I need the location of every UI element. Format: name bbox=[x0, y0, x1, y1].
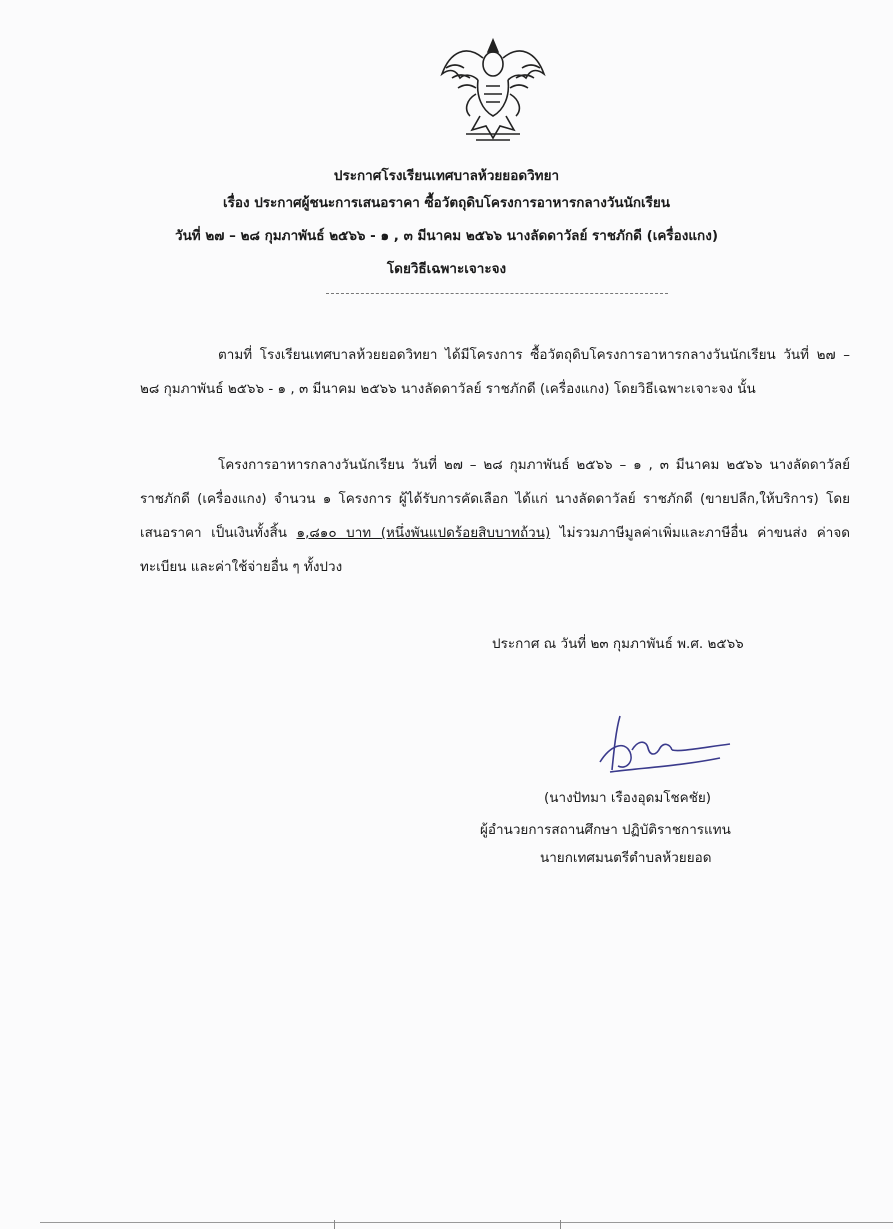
scan-mark bbox=[560, 1220, 561, 1229]
paragraph-2-text-a: โครงการอาหารกลางวันนักเรียน วันที่ ๒๗ – ๒๘ กุมภาพันธ์ ๒๕๖๖ – ๑ , ๓ มีนาคม ๒๕๖๖ นางลัดดาวัลย์ ราชภักดี (เครื่องแกง) จำนวน ๑ โครงการ ผู้ได้รับการคัดเลือก ได้แก่ นางลัดดาวัลย์ ราชภักดี (ขายปลีก,ให้บริการ) โดยเสนอราคา เป็นเงินทั้งสิ้น bbox=[140, 457, 850, 541]
signature-icon bbox=[590, 710, 740, 780]
paragraph-1 bbox=[140, 338, 850, 406]
signer-position-2: นายกเทศมนตรีตำบลห้วยยอด bbox=[540, 850, 712, 866]
document-method: โดยวิธีเฉพาะเจาะจง bbox=[386, 261, 507, 277]
paragraph-2 bbox=[140, 448, 850, 584]
signer-position: ผู้อำนวยการสถานศึกษา ปฏิบัติราชการแทน bbox=[480, 822, 731, 838]
document-title: ประกาศโรงเรียนเทศบาลห้วยยอดวิทยา bbox=[333, 168, 560, 184]
price-amount: ๑,๘๑๐ บาท (หนึ่งพันแปดร้อยสิบบาทถ้วน) bbox=[296, 525, 551, 541]
announce-date: ประกาศ ณ วันที่ ๒๓ กุมภาพันธ์ พ.ศ. ๒๕๖๖ bbox=[492, 636, 744, 652]
scan-mark bbox=[334, 1220, 335, 1229]
header-divider bbox=[326, 293, 668, 294]
paragraph-2-text-b: ไม่รวมภาษีมูลค่าเพิ่มและภาษีอื่น ค่าขนส่ง ค่าจดทะเบียน และค่าใช้จ่ายอื่น ๆ ทั้งปวง bbox=[140, 525, 850, 575]
paragraph-1-text: ตามที่ โรงเรียนเทศบาลห้วยยอดวิทยา ได้มีโครงการ ซื้อวัตถุดิบโครงการอาหารกลางวันนักเรียน วันที่ ๒๗ – ๒๘ กุมภาพันธ์ ๒๕๖๖ - ๑ , ๓ มีนาคม ๒๕๖๖ นางลัดดาวัลย์ ราชภักดี (เครื่องแกง) โดยวิธีเฉพาะเจาะจง นั้น bbox=[140, 347, 850, 397]
signer-name: (นางปัทมา เรืองอุดมโชคชัย) bbox=[544, 790, 712, 806]
document-date-line: วันที่ ๒๗ – ๒๘ กุมภาพันธ์ ๒๕๖๖ - ๑ , ๓ มีนาคม ๒๕๖๖ นางลัดดาวัลย์ ราชภักดี (เครื่องแกง) bbox=[174, 228, 718, 244]
page-bottom-edge bbox=[40, 1222, 893, 1223]
garuda-emblem-icon bbox=[436, 34, 550, 146]
document-subject: เรื่อง ประกาศผู้ชนะการเสนอราคา ซื้อวัตถุดิบโครงการอาหารกลางวันนักเรียน bbox=[222, 195, 671, 211]
